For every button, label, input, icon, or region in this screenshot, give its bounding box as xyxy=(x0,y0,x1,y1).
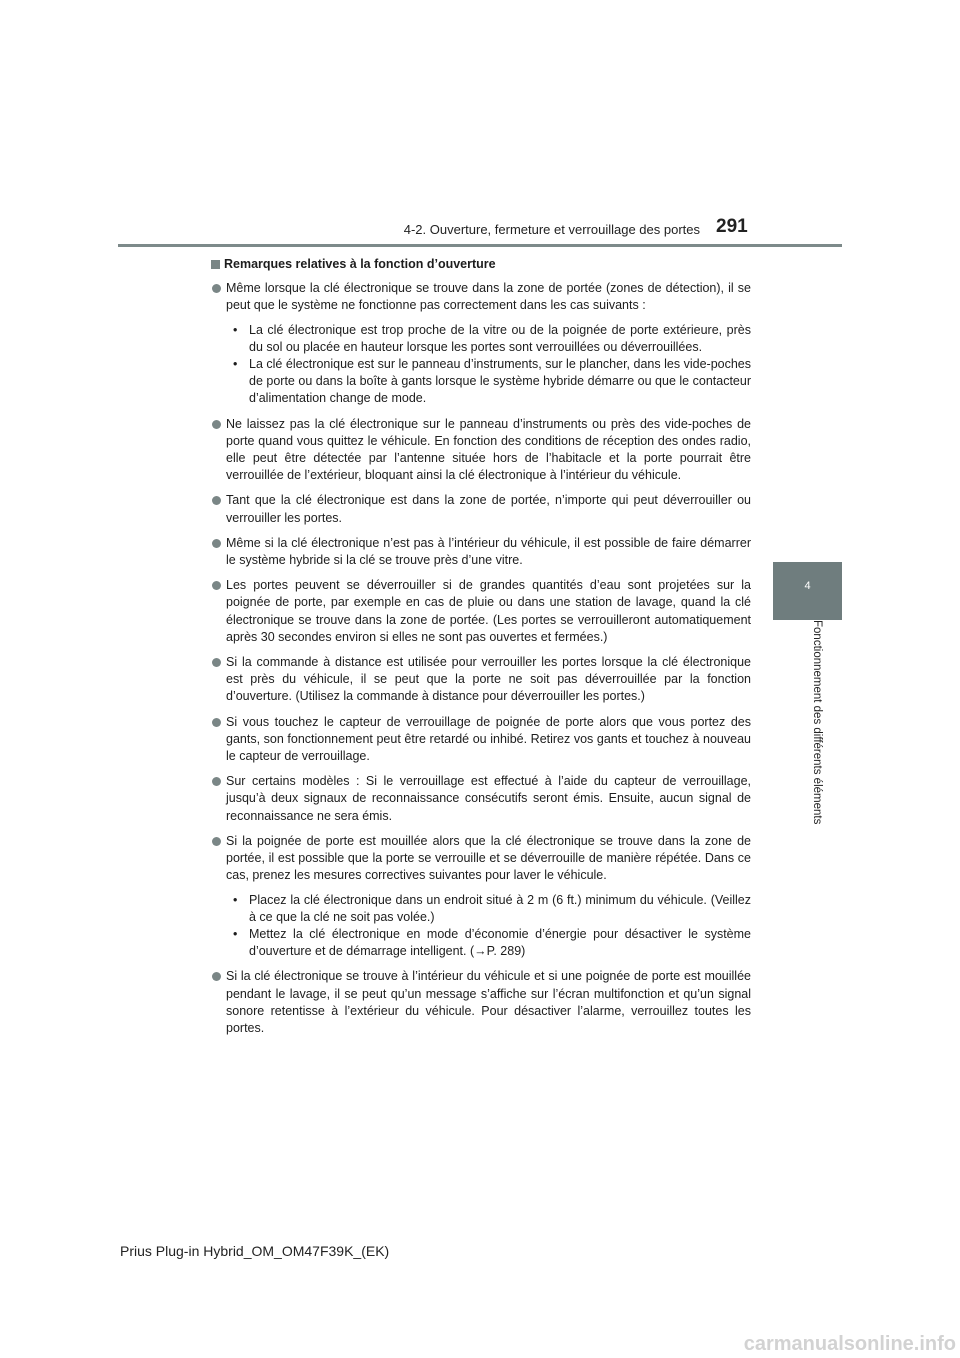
dot-bullet-icon: • xyxy=(233,322,238,337)
sub-list-item-text: Mettez la clé électronique en mode d’économie d’énergie pour désactiver le système d’ouverture et de démarrage intelligent. (→P. 289) xyxy=(249,926,751,959)
circle-bullet-icon xyxy=(212,539,221,548)
list-item-text: Même lorsque la clé électronique se trouve dans la zone de portée (zones de détection), il se peut que le système ne fonctionne pas correctement dans les cas suivants : xyxy=(226,281,751,313)
circle-bullet-icon xyxy=(212,581,221,590)
list-item xyxy=(211,280,751,407)
dot-bullet-icon: • xyxy=(233,892,238,907)
watermark: carmanualsonline.info xyxy=(743,1333,956,1355)
list-item-text: Si la commande à distance est utilisée pour verrouiller les portes lorsque la clé électronique est près du véhicule, il se peut que la porte ne soit pas déverrouillée par la fonction d’ouverture. (Utilisez la commande à distance pour déverrouiller les portes.) xyxy=(226,655,751,704)
sub-list xyxy=(226,322,751,408)
list-item xyxy=(211,968,751,1037)
list-item xyxy=(211,833,751,960)
section-heading-text: Remarques relatives à la fonction d’ouverture xyxy=(224,257,496,271)
footer-doc-id: Prius Plug-in Hybrid_OM_OM47F39K_(EK) xyxy=(120,1243,390,1259)
sub-list-item xyxy=(226,926,751,960)
circle-bullet-icon xyxy=(212,420,221,429)
list-item-text: Si la clé électronique se trouve à l’intérieur du véhicule et si une poignée de porte est mouillée pendant le lavage, il se peut qu’un message s’affiche sur l’écran multifonction et qu’un signal sonore retentisse à l’extérieur du véhicule. Pour désactiver l’alarme, verrouillez toutes les portes. xyxy=(226,969,751,1035)
list-item-text: Sur certains modèles : Si le verrouillage est effectué à l’aide du capteur de verrouillage, jusqu’à deux signaux de reconnaissance consécutifs seront émis. Ensuite, aucun signal de reconnaissance ne sera émis. xyxy=(226,774,751,823)
chapter-title: Fonctionnement des différents éléments xyxy=(811,620,823,825)
sub-list-item-text: La clé électronique est sur le panneau d’instruments, sur le plancher, dans les vide-poches de porte ou dans la boîte à gants lorsque le système hybride démarre ou que le contacteur d’alimentation change de mode. xyxy=(249,357,751,406)
list-item xyxy=(211,714,751,766)
dot-bullet-icon: • xyxy=(233,926,238,941)
list-item-text: Même si la clé électronique n’est pas à l’intérieur du véhicule, il est possible de faire démarrer le système hybride si la clé se trouve près d’une vitre. xyxy=(226,535,751,568)
section-heading xyxy=(211,256,751,273)
circle-bullet-icon xyxy=(212,972,221,981)
circle-bullet-icon xyxy=(212,658,221,667)
circle-bullet-icon xyxy=(212,284,221,293)
sub-list-item xyxy=(226,322,751,356)
list-item xyxy=(211,535,751,569)
sub-list-item xyxy=(226,892,751,926)
list-item xyxy=(211,577,751,646)
list-item-text: Si vous touchez le capteur de verrouillage de poignée de porte alors que vous portez des gants, son fonctionnement peut être retardé ou inhibé. Retirez vos gants et touchez à nouveau le capteur de verrouillage. xyxy=(226,714,751,764)
circle-bullet-icon xyxy=(212,837,221,846)
list-item-text: Les portes peuvent se déverrouiller si de grandes quantités d’eau sont projetées sur la poignée de porte, par exemple en cas de pluie ou dans une station de lavage, quand la clé électronique se trouve dans la zone de portée. (Les portes se verrouilleront automatiquement après 30 secondes environ si elles ne sont pas ouvertes et fermées.) xyxy=(226,578,751,644)
sub-list-item-text: La clé électronique est trop proche de la vitre ou de la poignée de porte extérieure, près du sol ou placée en hauteur lorsque les portes sont verrouillées ou déverrouillées. xyxy=(249,322,751,354)
list-item xyxy=(211,654,751,706)
sub-list-item-text: Placez la clé électronique dans un endroit situé à 2 m (6 ft.) minimum du véhicule. (Veillez à ce que la clé ne soit pas volée.) xyxy=(249,892,751,924)
page-number: 291 xyxy=(716,216,748,237)
chapter-number: 4 xyxy=(804,580,811,592)
circle-bullet-icon xyxy=(212,718,221,727)
sub-list xyxy=(226,892,751,961)
sub-list-item xyxy=(226,356,751,408)
main-content xyxy=(211,256,751,1045)
bullet-list xyxy=(211,280,751,1037)
list-item xyxy=(211,773,751,825)
chapter-tab xyxy=(773,562,842,620)
square-bullet-icon xyxy=(211,260,220,269)
circle-bullet-icon xyxy=(212,496,221,505)
list-item-text: Si la poignée de porte est mouillée alors que la clé électronique se trouve dans la zone de portée, il est possible que la porte se verrouille et se déverrouille de manière répétée. Dans ce cas, prenez les mesures correctives suivantes pour laver le véhicule. xyxy=(226,833,751,883)
header-divider xyxy=(118,244,842,247)
dot-bullet-icon: • xyxy=(233,357,238,372)
chapter-title-vertical xyxy=(807,620,827,860)
header-section-title: 4-2. Ouverture, fermeture et verrouillage des portes xyxy=(403,222,700,237)
circle-bullet-icon xyxy=(212,777,221,786)
list-item xyxy=(211,416,751,485)
list-item-text: Ne laissez pas la clé électronique sur le panneau d’instruments ou près des vide-poches de porte quand vous quittez le véhicule. En fonction des conditions de réception des ondes radio, elle peut être détectée par l’antenne située hors de l’habitacle et la porte pourrait être verrouillée de l’extérieur, bloquant ainsi la clé électronique à l’intérieur du véhicule. xyxy=(226,416,751,483)
list-item xyxy=(211,492,751,526)
list-item-text: Tant que la clé électronique est dans la zone de portée, n’importe qui peut déverrouiller ou verrouiller les portes. xyxy=(226,493,751,525)
